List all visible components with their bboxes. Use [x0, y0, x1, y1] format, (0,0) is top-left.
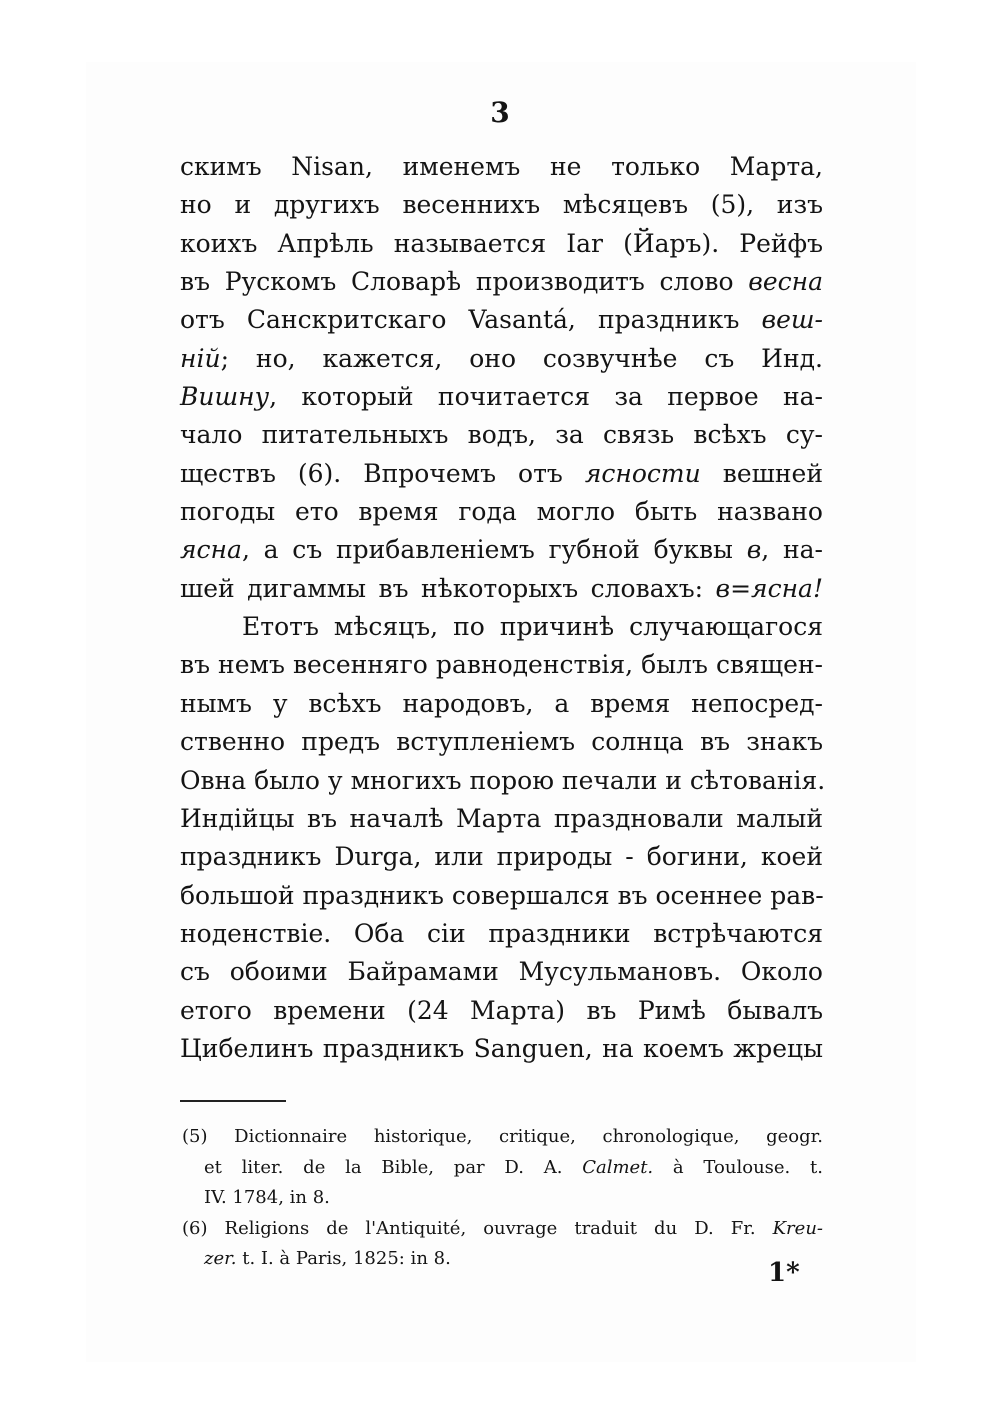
text-line	[180, 723, 823, 761]
italic-text: Calmet.	[582, 1156, 654, 1178]
text-line	[180, 838, 823, 876]
text-line	[180, 301, 823, 339]
text-segment: Овна было у многихъ порою печали и сѣтованія.	[180, 765, 826, 795]
italic-text: Вишну	[180, 382, 270, 412]
text-line	[180, 646, 823, 684]
text-segment: большой праздникъ совершался въ осеннее рав-	[180, 880, 824, 910]
text-segment: IV. 1784, in 8.	[204, 1187, 330, 1208]
text-line	[180, 378, 823, 416]
text-segment: , на-	[761, 535, 823, 565]
text-segment: погоды ето время года могло быть названо	[180, 497, 823, 527]
text-segment: Етотъ мѣсяцъ, по причинѣ случающагося	[242, 612, 823, 642]
text-line	[180, 493, 823, 531]
italic-text: в=ясна!	[715, 573, 823, 603]
text-line	[180, 915, 823, 953]
text-segment: въ немъ весенняго равноденствія, былъ священ-	[180, 650, 823, 680]
text-line	[180, 455, 823, 493]
footnote-line	[182, 1214, 823, 1245]
text-segment: въ Рускомъ Словарѣ производитъ слово	[180, 267, 749, 297]
text-line	[180, 800, 823, 838]
text-line	[180, 148, 823, 186]
text-line	[180, 531, 823, 569]
footnote-line	[182, 1183, 823, 1214]
main-text	[180, 148, 826, 1068]
footnotes	[182, 1122, 823, 1275]
italic-text: весна	[748, 267, 823, 297]
italic-text: zer.	[204, 1248, 237, 1269]
text-line	[180, 186, 823, 224]
text-line	[180, 225, 823, 263]
text-line	[180, 953, 823, 991]
text-segment: отъ Санскритскаго Vasantá, праздникъ	[180, 305, 762, 335]
text-segment: ществъ (6). Впрочемъ отъ	[180, 458, 585, 488]
text-line	[180, 762, 826, 800]
text-line	[180, 992, 823, 1030]
footnote-line	[182, 1153, 823, 1184]
text-segment: t. I. à Paris, 1825: in 8.	[236, 1248, 451, 1269]
text-segment: съ обоими Байрамами Мусульмановъ. Около	[180, 957, 823, 987]
text-segment: нымъ у всѣхъ народовъ, а время непосред-	[180, 688, 823, 718]
text-segment: коихъ Апрѣль называется Iar (Йаръ). Рейфъ	[180, 228, 823, 258]
text-line	[180, 685, 823, 723]
footnote-line	[182, 1244, 823, 1275]
text-segment: ноденствіе. Оба сіи праздники встрѣчаются	[180, 918, 823, 948]
footnote-separator	[180, 1100, 286, 1102]
text-line	[180, 1030, 823, 1068]
text-segment: et liter. de la Bible, par D. A.	[204, 1156, 583, 1178]
text-line	[180, 416, 823, 454]
text-segment: праздникъ Durga, или природы - богини, коей	[180, 842, 823, 872]
text-segment: ; но, кажется, оно созвучнѣе съ Инд.	[220, 343, 823, 373]
text-segment: , который почитается за первое на-	[269, 382, 823, 412]
text-segment: чало питательныхъ водъ, за связь всѣхъ су-	[180, 420, 823, 450]
italic-text: веш-	[761, 305, 823, 335]
italic-text: ній	[180, 343, 221, 373]
text-segment: ственно предъ вступленіемъ солнца въ знакъ	[180, 727, 823, 757]
text-segment: но и другихъ весеннихъ мѣсяцевъ (5), изъ	[180, 190, 823, 220]
text-segment: скимъ Nisan, именемъ не только Марта,	[180, 152, 823, 181]
italic-text: в	[746, 535, 762, 565]
text-segment: à Toulouse. t.	[653, 1156, 823, 1178]
text-segment: вешней	[700, 458, 823, 488]
italic-text: ясна	[180, 535, 242, 565]
text-segment: (5) Dictionnaire historique, critique, chronologique, geogr.	[182, 1126, 823, 1147]
text-line	[180, 608, 823, 646]
text-segment: Цибелинъ праздникъ Sanguen, на коемъ жрецы	[180, 1033, 823, 1063]
italic-text: Kreu-	[772, 1217, 823, 1239]
page-number: 3	[490, 96, 510, 129]
text-segment: , а съ прибавленіемъ губной буквы	[241, 535, 747, 565]
text-line	[180, 340, 823, 378]
text-segment: (6) Religions de l'Antiquité, ouvrage traduit du D. Fr.	[182, 1217, 773, 1239]
text-line	[180, 263, 823, 301]
italic-text: ясности	[584, 458, 701, 488]
text-line	[180, 877, 823, 915]
signature-mark: 1*	[768, 1258, 800, 1288]
text-segment: етого времени (24 Марта) въ Римѣ бывалъ	[180, 995, 823, 1025]
text-segment: шей дигаммы въ нѣкоторыхъ словахъ:	[180, 573, 716, 603]
text-segment: Индійцы въ началѣ Марта праздновали малый	[180, 803, 823, 833]
text-line	[180, 570, 823, 608]
footnote-line	[182, 1122, 823, 1153]
